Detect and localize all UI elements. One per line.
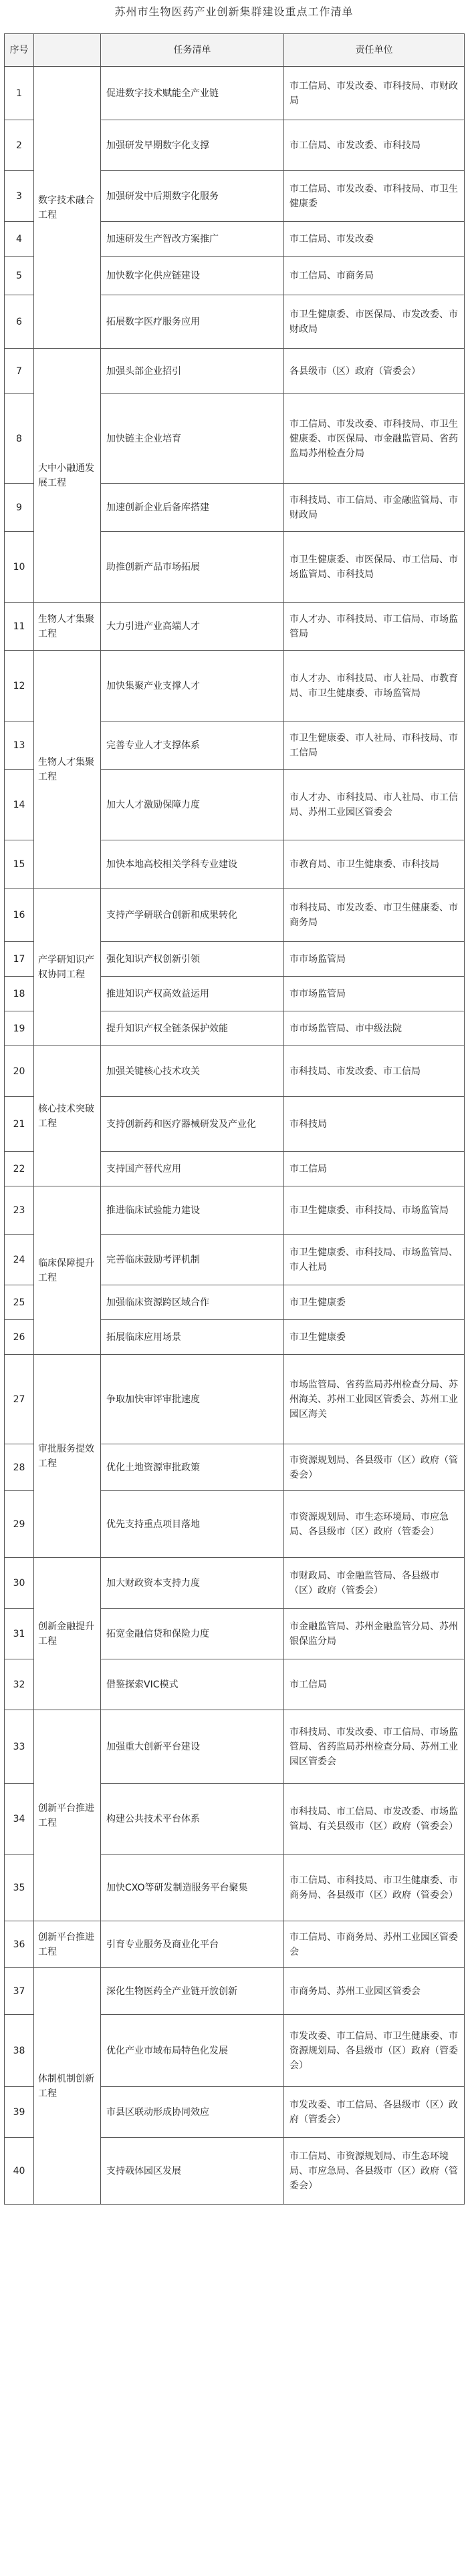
responsible-unit: 市科技局、市工信局、市发改委、市场监管局、有关县级市（区）政府（管委会）: [284, 1784, 465, 1855]
task-item: 加强临床资源跨区域合作: [101, 1285, 284, 1320]
project-name: 创新金融提升工程: [34, 1558, 101, 1710]
row-number: 32: [5, 1659, 34, 1710]
task-item: 市县区联动形成协同效应: [101, 2087, 284, 2138]
task-item: 加强重大创新平台建设: [101, 1710, 284, 1784]
responsible-unit: 市科技局、市发改委、市工信局: [284, 1046, 465, 1097]
row-number: 2: [5, 120, 34, 171]
row-number: 1: [5, 67, 34, 120]
responsible-unit: 市工信局、市发改委、市科技局、市卫生健康委: [284, 171, 465, 222]
row-number: 18: [5, 977, 34, 1011]
responsible-unit: 各县级市（区）政府（管委会）: [284, 349, 465, 394]
table-row: [5, 1921, 465, 1968]
responsible-unit: 市科技局、市工信局、市金融监管局、市财政局: [284, 484, 465, 532]
responsible-unit: 市人才办、市科技局、市人社局、市工信局、苏州工业园区管委会: [284, 770, 465, 840]
table-row: [5, 1968, 465, 2015]
row-number: 28: [5, 1444, 34, 1491]
task-item: 优先支持重点项目落地: [101, 1491, 284, 1558]
row-number: 25: [5, 1285, 34, 1320]
row-number: 21: [5, 1097, 34, 1152]
task-item: 促进数字技术赋能全产业链: [101, 67, 284, 120]
responsible-unit: 市工信局、市发改委、市科技局、市财政局: [284, 67, 465, 120]
table-row: [5, 1710, 465, 1784]
table-row: [5, 651, 465, 721]
project-name: 创新平台推进工程: [34, 1710, 101, 1921]
row-number: 26: [5, 1320, 34, 1355]
responsible-unit: 市工信局、市科技局、市卫生健康委、市商务局、各县级市（区）政府（管委会）: [284, 1855, 465, 1921]
project-name: 临床保障提升工程: [34, 1186, 101, 1355]
responsible-unit: 市发改委、市工信局、市卫生健康委、市资源规划局、各县级市（区）政府（管委会）: [284, 2015, 465, 2087]
row-number: 4: [5, 222, 34, 257]
row-number: 17: [5, 942, 34, 977]
table-row: [5, 1558, 465, 1609]
task-item: 加强关键核心技术攻关: [101, 1046, 284, 1097]
responsible-unit: 市场监管局、省药监局苏州检查分局、苏州海关、苏州工业园区管委会、苏州工业园区海关: [284, 1355, 465, 1444]
responsible-unit: 市工信局、市商务局: [284, 257, 465, 295]
project-name: 创新平台推进工程: [34, 1921, 101, 1968]
table-row: [5, 1046, 465, 1097]
task-item: 优化产业市域布局特色化发展: [101, 2015, 284, 2087]
task-item: 助推创新产品市场拓展: [101, 532, 284, 603]
row-number: 20: [5, 1046, 34, 1097]
row-number: 29: [5, 1491, 34, 1558]
task-item: 加强研发中后期数字化服务: [101, 171, 284, 222]
task-item: 强化知识产权创新引领: [101, 942, 284, 977]
task-item: 加快CXO等研发制造服务平台聚集: [101, 1855, 284, 1921]
task-table: [4, 33, 465, 2205]
task-item: 深化生物医药全产业链开放创新: [101, 1968, 284, 2015]
task-item: 支持国产替代应用: [101, 1152, 284, 1186]
row-number: 13: [5, 721, 34, 770]
task-item: 加大人才激励保障力度: [101, 770, 284, 840]
task-item: 争取加快审评审批速度: [101, 1355, 284, 1444]
project-name: 产学研知识产权协同工程: [34, 889, 101, 1046]
project-name: 生物人才集聚工程: [34, 651, 101, 889]
task-item: 完善临床鼓励考评机制: [101, 1235, 284, 1285]
row-number: 40: [5, 2138, 34, 2205]
header-unit: 责任单位: [284, 34, 465, 67]
task-item: 加强研发早期数字化支撑: [101, 120, 284, 171]
responsible-unit: 市卫生健康委、市科技局、市场监管局: [284, 1186, 465, 1235]
table-row: [5, 1186, 465, 1235]
row-number: 38: [5, 2015, 34, 2087]
responsible-unit: 市财政局、市金融监管局、各县级市（区）政府（管委会）: [284, 1558, 465, 1609]
responsible-unit: 市科技局: [284, 1097, 465, 1152]
table-row: [5, 1355, 465, 1444]
header-no: 序号: [5, 34, 34, 67]
row-number: 35: [5, 1855, 34, 1921]
task-item: 拓展数字医疗服务应用: [101, 295, 284, 349]
row-number: 10: [5, 532, 34, 603]
task-item: 拓展临床应用场景: [101, 1320, 284, 1355]
page-title: 苏州市生物医药产业创新集群建设重点工作清单: [114, 5, 354, 18]
task-item: 构建公共技术平台体系: [101, 1784, 284, 1855]
project-name: 生物人才集聚工程: [34, 603, 101, 651]
task-item: 加快本地高校相关学科专业建设: [101, 840, 284, 889]
row-number: 14: [5, 770, 34, 840]
task-item: 推进临床试验能力建设: [101, 1186, 284, 1235]
responsible-unit: 市科技局、市发改委、市卫生健康委、市商务局: [284, 889, 465, 942]
row-number: 3: [5, 171, 34, 222]
table-row: [5, 603, 465, 651]
table-header-row: [5, 34, 465, 67]
responsible-unit: 市发改委、市工信局、各县级市（区）政府（管委会）: [284, 2087, 465, 2138]
task-item: 支持创新药和医疗器械研发及产业化: [101, 1097, 284, 1152]
project-name: 审批服务提效工程: [34, 1355, 101, 1558]
row-number: 33: [5, 1710, 34, 1784]
table-body: [5, 67, 465, 2205]
responsible-unit: 市资源规划局、市生态环境局、市应急局、各县级市（区）政府（管委会）: [284, 1491, 465, 1558]
project-name: 核心技术突破工程: [34, 1046, 101, 1186]
task-item: 加快集聚产业支撑人才: [101, 651, 284, 721]
responsible-unit: 市金融监管局、苏州金融监管分局、苏州银保监分局: [284, 1609, 465, 1659]
task-item: 大力引进产业高端人才: [101, 603, 284, 651]
task-item: 加大财政资本支持力度: [101, 1558, 284, 1609]
row-number: 23: [5, 1186, 34, 1235]
header-project: [34, 34, 101, 67]
row-number: 22: [5, 1152, 34, 1186]
responsible-unit: 市工信局、市发改委、市科技局、市卫生健康委、市医保局、市金融监管局、省药监局苏州检查分局: [284, 394, 465, 484]
responsible-unit: 市商务局、苏州工业园区管委会: [284, 1968, 465, 2015]
responsible-unit: 市卫生健康委: [284, 1285, 465, 1320]
row-number: 31: [5, 1609, 34, 1659]
task-item: 支持载体园区发展: [101, 2138, 284, 2205]
responsible-unit: 市工信局、市商务局、苏州工业园区管委会: [284, 1921, 465, 1968]
responsible-unit: 市市场监管局: [284, 942, 465, 977]
table-row: [5, 889, 465, 942]
responsible-unit: 市资源规划局、各县级市（区）政府（管委会）: [284, 1444, 465, 1491]
responsible-unit: 市卫生健康委: [284, 1320, 465, 1355]
row-number: 12: [5, 651, 34, 721]
task-item: 引育专业服务及商业化平台: [101, 1921, 284, 1968]
row-number: 6: [5, 295, 34, 349]
row-number: 30: [5, 1558, 34, 1609]
row-number: 15: [5, 840, 34, 889]
responsible-unit: 市卫生健康委、市医保局、市工信局、市场监管局、市科技局: [284, 532, 465, 603]
responsible-unit: 市人才办、市科技局、市人社局、市教育局、市卫生健康委、市场监管局: [284, 651, 465, 721]
header-task: 任务清单: [101, 34, 284, 67]
responsible-unit: 市市场监管局: [284, 977, 465, 1011]
row-number: 11: [5, 603, 34, 651]
task-item: 加速创新企业后备库搭建: [101, 484, 284, 532]
responsible-unit: 市工信局、市资源规划局、市生态环境局、市应急局、各县级市（区）政府（管委会）: [284, 2138, 465, 2205]
row-number: 39: [5, 2087, 34, 2138]
table-row: [5, 67, 465, 120]
task-item: 推进知识产权高效益运用: [101, 977, 284, 1011]
row-number: 19: [5, 1011, 34, 1046]
project-name: 数字技术融合工程: [34, 67, 101, 349]
task-item: 加速研发生产智改方案推广: [101, 222, 284, 257]
task-item: 拓宽金融信贷和保险力度: [101, 1609, 284, 1659]
responsible-unit: 市卫生健康委、市人社局、市科技局、市工信局: [284, 721, 465, 770]
task-item: 借鉴探索VIC模式: [101, 1659, 284, 1710]
responsible-unit: 市卫生健康委、市医保局、市发改委、市财政局: [284, 295, 465, 349]
project-name: 体制机制创新工程: [34, 1968, 101, 2205]
responsible-unit: 市科技局、市发改委、市工信局、市场监管局、省药监局苏州检查分局、苏州工业园区管委会: [284, 1710, 465, 1784]
task-item: 加快数字化供应链建设: [101, 257, 284, 295]
responsible-unit: 市工信局、市发改委、市科技局: [284, 120, 465, 171]
row-number: 27: [5, 1355, 34, 1444]
responsible-unit: 市工信局: [284, 1152, 465, 1186]
row-number: 7: [5, 349, 34, 394]
table-row: [5, 349, 465, 394]
task-item: 提升知识产权全链条保护效能: [101, 1011, 284, 1046]
row-number: 5: [5, 257, 34, 295]
row-number: 9: [5, 484, 34, 532]
responsible-unit: 市工信局: [284, 1659, 465, 1710]
task-item: 优化土地资源审批政策: [101, 1444, 284, 1491]
task-item: 完善专业人才支撑体系: [101, 721, 284, 770]
row-number: 24: [5, 1235, 34, 1285]
task-item: 加强头部企业招引: [101, 349, 284, 394]
task-item: 加快链主企业培育: [101, 394, 284, 484]
task-item: 支持产学研联合创新和成果转化: [101, 889, 284, 942]
row-number: 16: [5, 889, 34, 942]
responsible-unit: 市卫生健康委、市科技局、市场监管局、市人社局: [284, 1235, 465, 1285]
row-number: 34: [5, 1784, 34, 1855]
responsible-unit: 市人才办、市科技局、市工信局、市场监管局: [284, 603, 465, 651]
project-name: 大中小融通发展工程: [34, 349, 101, 603]
responsible-unit: 市市场监管局、市中级法院: [284, 1011, 465, 1046]
row-number: 8: [5, 394, 34, 484]
responsible-unit: 市教育局、市卫生健康委、市科技局: [284, 840, 465, 889]
responsible-unit: 市工信局、市发改委: [284, 222, 465, 257]
row-number: 37: [5, 1968, 34, 2015]
row-number: 36: [5, 1921, 34, 1968]
